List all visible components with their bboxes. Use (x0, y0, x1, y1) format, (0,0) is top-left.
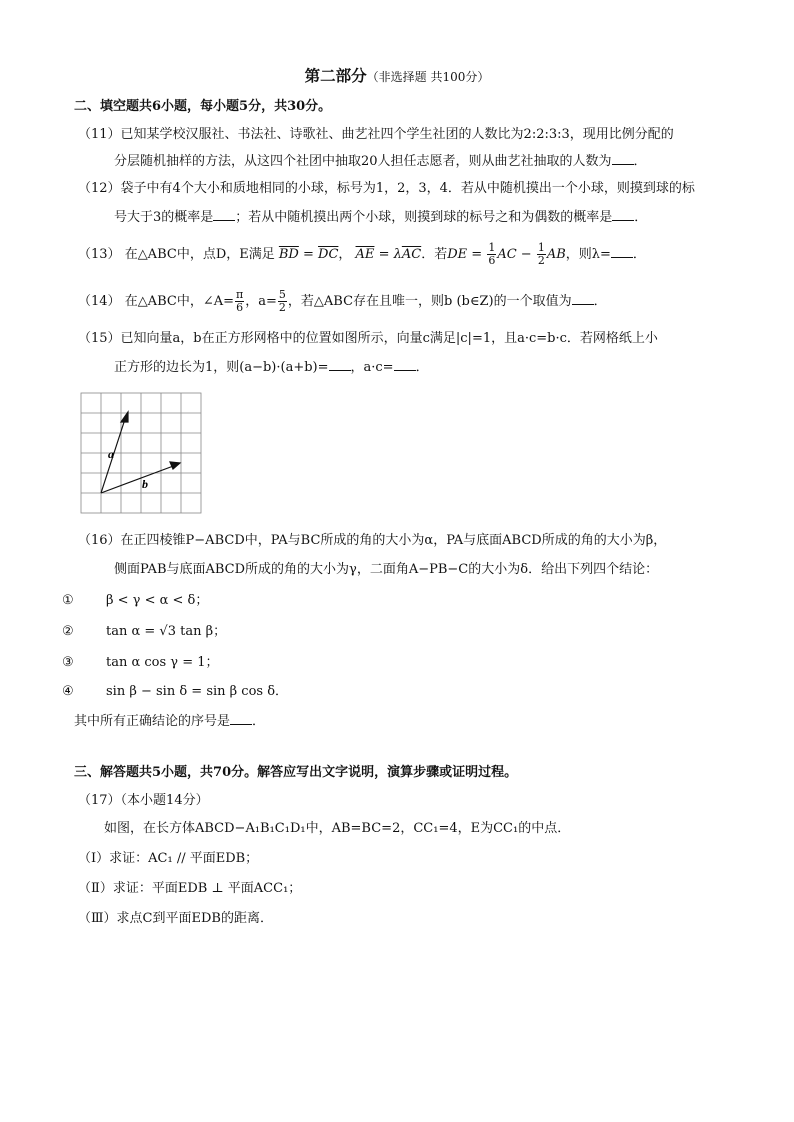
q16-number: （16） (78, 533, 121, 548)
vector-de: DE (447, 247, 468, 262)
vector-grid-figure (80, 392, 204, 516)
q12-text2a: 号大于3的概率是 (114, 210, 214, 225)
answer-blank[interactable] (572, 292, 594, 305)
lambda-symbol: λ (393, 247, 402, 262)
q16-final: 其中所有正确结论的序号是 ． (74, 714, 266, 729)
fraction-one-half: $\frac{1}{2}$ (537, 241, 545, 267)
q11-line2: 分层随机抽样的方法，从这四个社团中抽取20人担任志愿者，则从曲艺社抽取的人数为 ． (114, 154, 647, 169)
section3-heading: 三、解答题共5小题，共70分。解答应写出文字说明，演算步骤或证明过程。 (74, 765, 518, 780)
part-subtitle: （非选择题 共100分） (366, 70, 490, 84)
q11-number: （11） (78, 127, 121, 142)
section2-heading: 二、填空题共6小题，每小题5分，共30分。 (74, 99, 332, 114)
q13-text-a: 在△ABC中，点D，E满足 (124, 247, 275, 262)
vector-b-line (101, 465, 176, 493)
q15-line2: 正方形的边长为1，则(a−b)·(a+b)= ，a·c= ． (114, 360, 429, 375)
q16-line2 (114, 561, 794, 579)
q14-text-a: 在△ABC中，∠A= (124, 294, 234, 309)
conclusion-text: tan α cos γ = 1； (106, 655, 219, 670)
q17-intro: 如图，在长方体ABCD−A₁B₁C₁D₁中，AB=BC=2，CC₁=4，E为CC₁的中点． (104, 821, 571, 836)
q12-number: （12） (78, 181, 121, 196)
q15-text2b: ，a·c= (350, 360, 394, 375)
vector-b-label: b (142, 477, 148, 491)
vector-b-arrowhead (170, 462, 180, 469)
vector-bd: $\overline{BD}$ (278, 247, 299, 262)
conclusion-item-4 (62, 683, 794, 701)
q13-line: （13） 在△ABC中，点D，E满足 $\overline{BD} = \overline{DC}$， $\overline{AE} = \lambda\overline{AC}$．若DE = $\frac{1}{6}$ AC − $\frac{1}{2}$ AB，则λ= ． (78, 241, 646, 267)
vector-ab: AB (546, 247, 566, 262)
q15-line1 (78, 330, 794, 348)
q16-text1: 在正四棱锥P−ABCD中，PA与BC所成的角的大小为α，PA与底面ABCD所成的角的大小为β， (120, 533, 667, 548)
q17-part-1: （Ⅰ）求证：AC₁ // 平面EDB； (78, 851, 259, 866)
q14-text-b: ，a= (245, 294, 277, 309)
answer-blank[interactable] (230, 712, 252, 725)
answer-blank[interactable] (394, 358, 416, 371)
q14-text-c: ，若△ABC存在且唯一，则b (b∈Z)的一个取值为 (287, 294, 572, 309)
fraction-pi-sixth: $\frac{\pi}{6}$ (236, 288, 244, 314)
q14-number: （14） (78, 294, 121, 309)
conclusion-text: sin β − sin δ = sin β cos δ． (106, 684, 289, 699)
q14-line: （14） 在△ABC中，∠A= $\frac{\pi}{6}$ ，a= $\frac{5}{2}$ ，若△ABC存在且唯一，则b (b∈Z)的一个取值为 ． (78, 288, 607, 314)
conclusion-mark: ③ (62, 655, 74, 670)
q11-text1: 已知某学校汉服社、书法社、诗歌社、曲艺社四个学生社团的人数比为2:2:3:3，现用比例分配的 (120, 127, 674, 142)
q15-text2a: 正方形的边长为1，则(a−b)·(a+b)= (114, 360, 329, 375)
vector-ac-2: AC (497, 247, 517, 262)
q17-part-3: （Ⅲ）求点C到平面EDB的距离． (78, 911, 273, 926)
grid-lines (81, 393, 201, 513)
answer-blank[interactable] (612, 152, 634, 165)
q13-text-c: ，则λ= (565, 247, 611, 262)
conclusion-mark: ② (62, 624, 74, 639)
vector-ae: $\overline{AE}$ (355, 247, 375, 262)
answer-blank[interactable] (611, 245, 633, 258)
conclusion-item-2 (62, 623, 794, 641)
fraction-five-half: $\frac{5}{2}$ (278, 288, 286, 314)
q12-line2: 号大于3的概率是 ；若从中随机摸出两个小球，则摸到球的标号之和为偶数的概率是 ． (114, 210, 648, 225)
q16-line1 (78, 532, 794, 550)
q16-text2: 侧面PAB与底面ABCD所成的角的大小为γ，二面角A−PB−C的大小为δ．给出下列四个结论： (114, 562, 659, 577)
page-title (0, 64, 794, 86)
q17-number: （17）（本小题14分） (78, 793, 209, 808)
q15-number: （15） (78, 331, 121, 346)
q16-final-text: 其中所有正确结论的序号是 (74, 714, 231, 729)
q13-number: （13） (78, 247, 121, 262)
vector-a-label: a (108, 447, 114, 461)
fraction-one-sixth: $\frac{1}{6}$ (488, 241, 496, 267)
q11-line1 (78, 126, 794, 144)
q17-part-2: （Ⅱ）求证：平面EDB ⊥ 平面ACC₁； (78, 881, 302, 896)
answer-blank[interactable] (213, 208, 235, 221)
conclusion-item-3 (62, 654, 794, 672)
q15-text1: 已知向量a，b在正方形网格中的位置如图所示，向量c满足|c|=1，且a·c=b·c．若网格纸上小 (120, 331, 658, 346)
vector-ac: $\overline{AC}$ (401, 247, 422, 262)
vector-dc: $\overline{DC}$ (318, 247, 339, 262)
conclusion-mark: ① (62, 593, 74, 608)
q12-line1 (78, 180, 794, 198)
q11-text2: 分层随机抽样的方法，从这四个社团中抽取20人担任志愿者，则从曲艺社抽取的人数为 (114, 154, 612, 169)
answer-blank[interactable] (612, 208, 634, 221)
q12-text2b: ；若从中随机摸出两个小球，则摸到球的标号之和为偶数的概率是 (235, 210, 613, 225)
conclusion-mark: ④ (62, 684, 74, 699)
part-title: 第二部分 (304, 66, 367, 85)
conclusion-text: β < γ < α < δ； (106, 593, 209, 608)
q13-text-b: ．若 (421, 247, 448, 262)
answer-blank[interactable] (329, 358, 351, 371)
conclusion-text: tan α = √3 tan β； (106, 624, 227, 639)
q12-text1: 袋子中有4个大小和质地相同的小球，标号为1，2，3，4．若从中随机摸出一个小球，则摸到球的标 (120, 181, 695, 196)
vector-a-arrowhead (121, 412, 128, 422)
conclusion-item-1 (62, 592, 794, 610)
